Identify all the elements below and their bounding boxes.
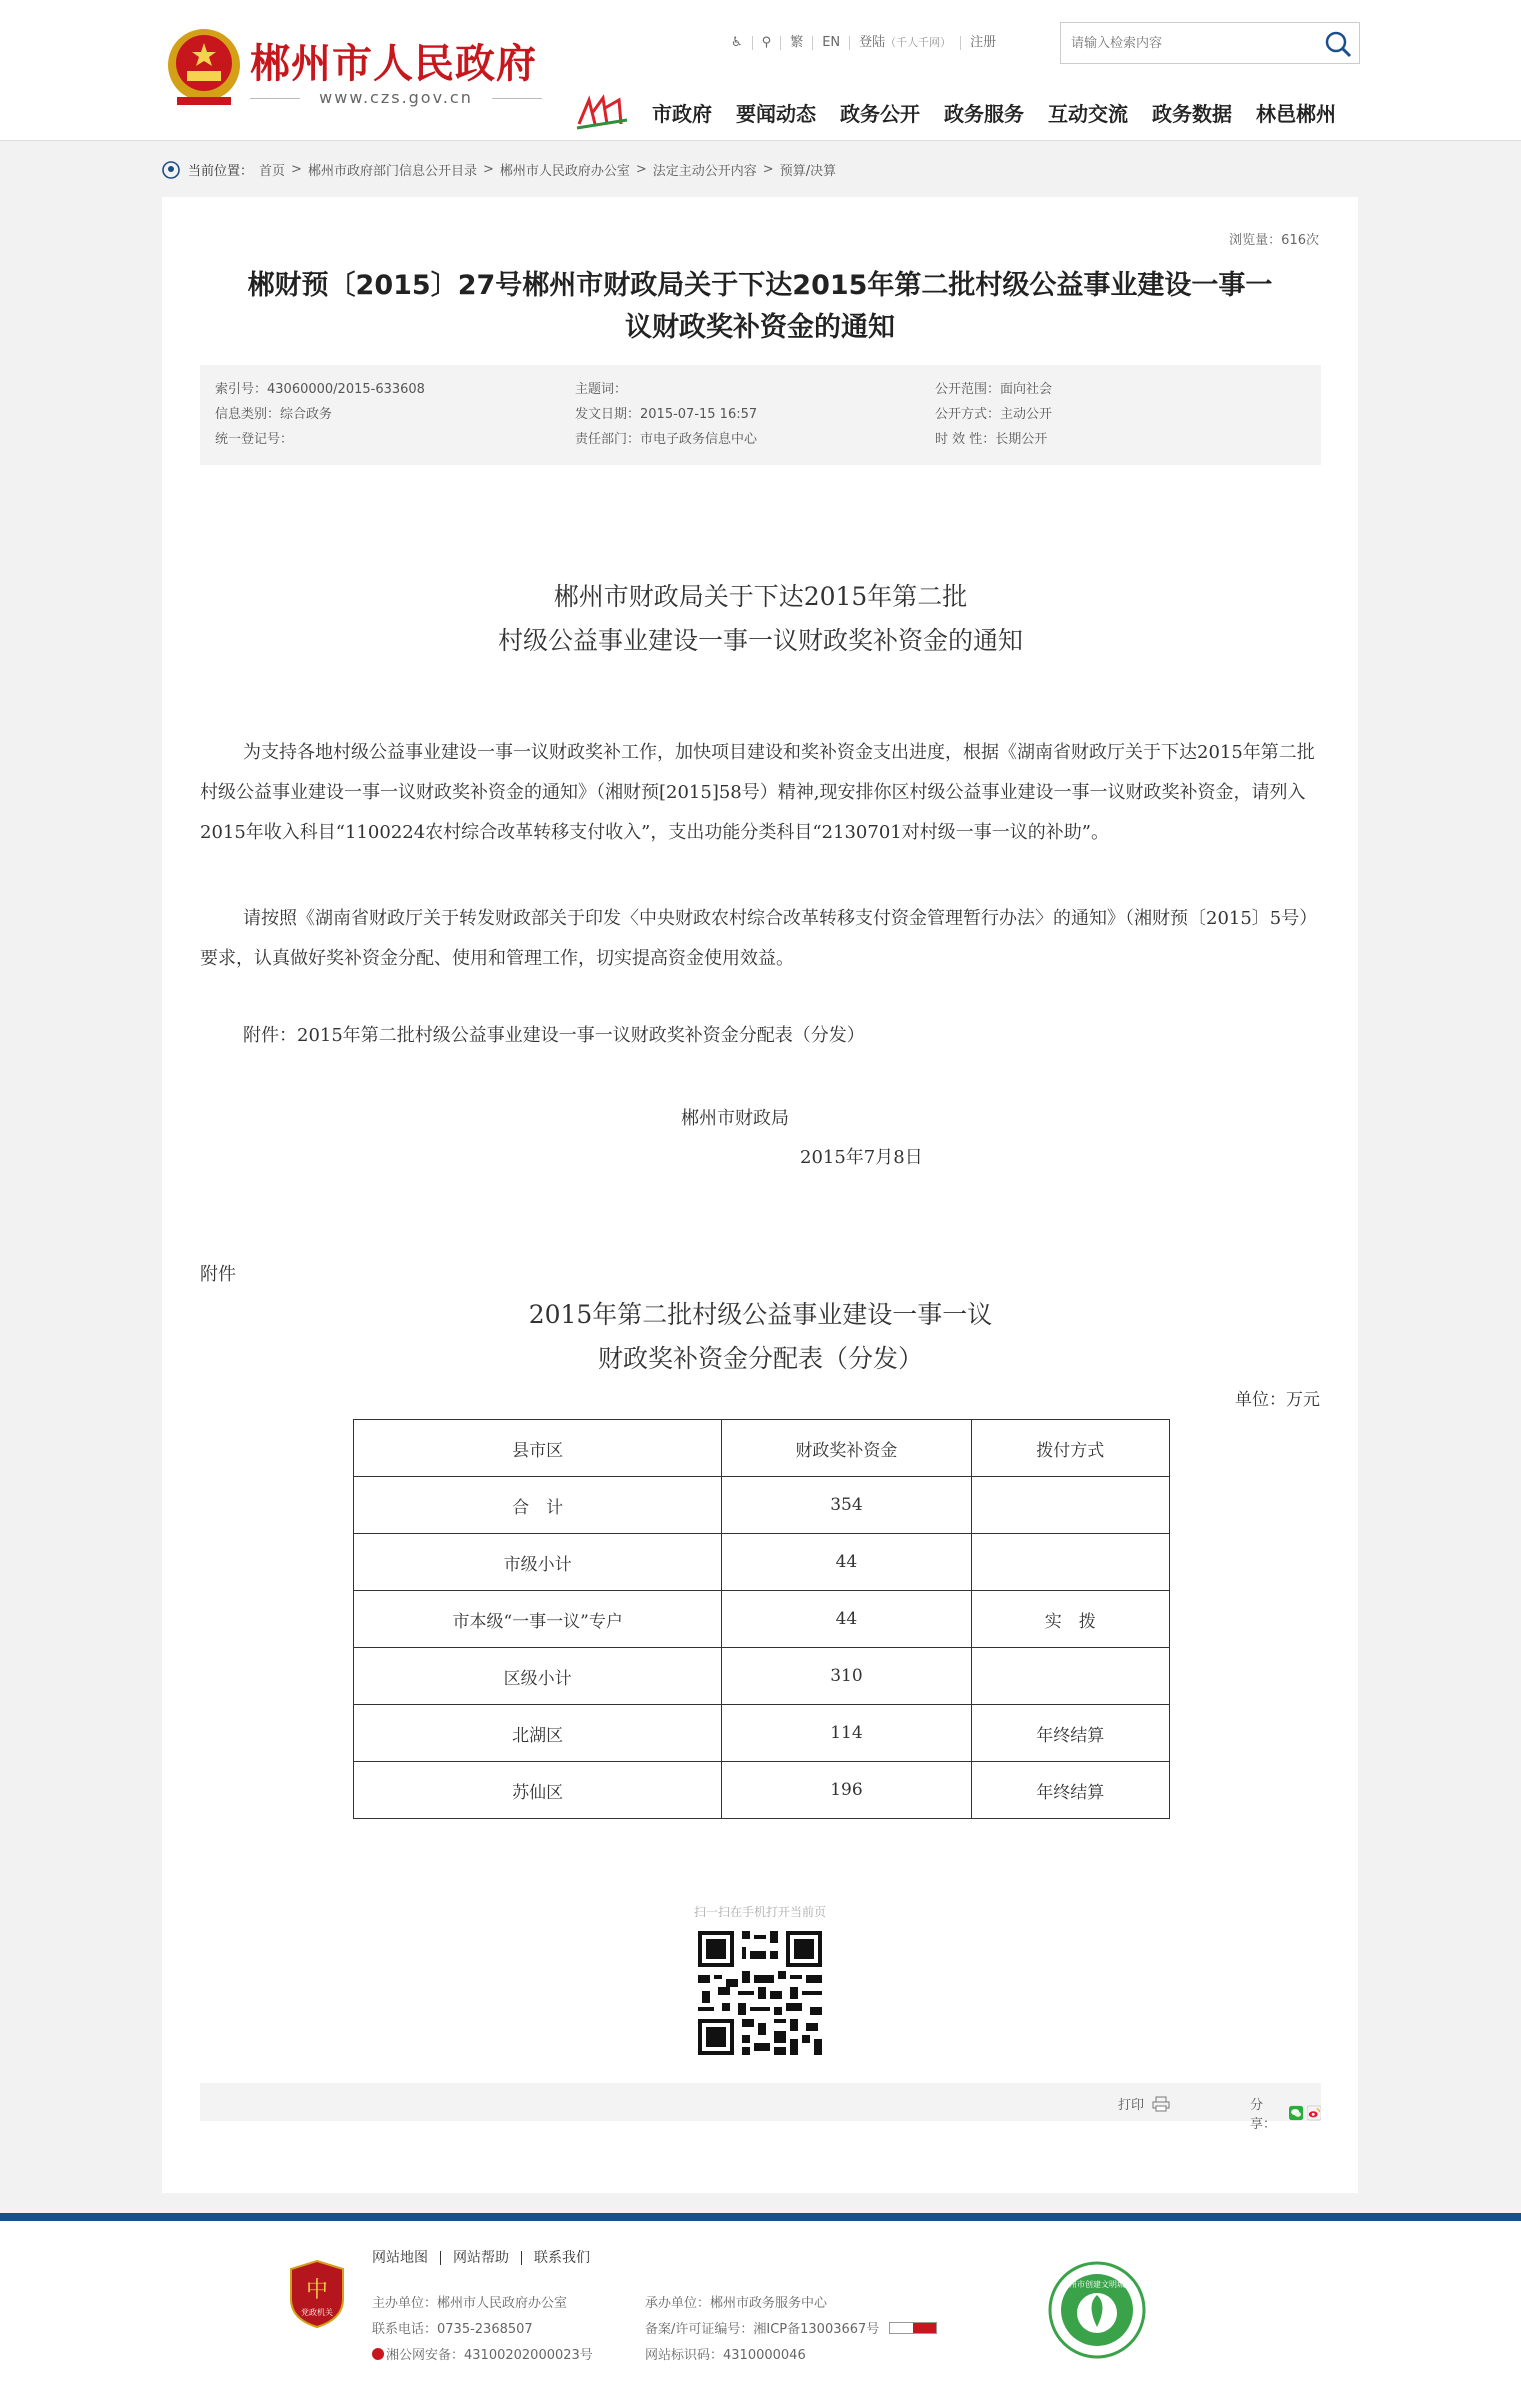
meta-reg-no: 统一登记号： [215,432,294,447]
sign-date: 2015年7月8日 [800,1147,923,1168]
english-link[interactable]: EN [813,36,850,50]
linyi-logo-icon [575,94,630,130]
register-link[interactable]: 注册 [970,35,997,50]
table-cell: 310 [722,1648,971,1705]
footer-site-id: 网站标识码：4310000046 [645,2348,806,2363]
breadcrumb-item-office[interactable]: 郴州市人民政府办公室 [499,164,630,179]
breadcrumb-item-catalog[interactable]: 郴州市政府部门信息公开目录 [307,164,477,179]
meta-subject: 主题词： [575,382,628,397]
table-cell: 实 拨 [971,1591,1169,1648]
document-metadata [200,365,1321,465]
nav-item-linyi-chenzhou[interactable]: 林邑郴州 [1256,101,1336,126]
footer-undertake: 承办单位：郴州市政务服务中心 [645,2296,828,2311]
breadcrumb-separator: > [635,162,647,177]
table-cell: 354 [722,1477,971,1534]
notice-title-line: 郴州市财政局关于下达2015年第二批 [553,582,968,611]
qr-code-icon [694,1927,826,2059]
footer-link-sitemap[interactable]: 网站地图 [372,2251,441,2265]
header-toolbar [722,33,1005,53]
share-label: 分享： [1250,2098,1277,2132]
accessibility-icon[interactable]: ⚲ [753,36,782,50]
search-icon[interactable] [1323,29,1353,59]
svg-text:中: 中 [305,2278,329,2303]
breadcrumb-item-budget[interactable]: 预算/决算 [779,164,837,179]
meta-index-no: 索引号：43060000/2015-633608 [215,382,425,397]
civilized-city-badge-icon[interactable] [1048,2261,1146,2359]
meta-scope: 公开范围：面向社会 [935,382,1053,397]
footer-link-contact[interactable]: 联系我们 [534,2250,590,2266]
print-button[interactable] [1118,2094,1170,2113]
footer-info-left [372,2291,593,2369]
table-header-cell: 县市区 [354,1420,722,1477]
civilized-city-badge-text: 郴州市创建文明城市 [1061,2280,1133,2289]
table-row [354,1648,1170,1705]
police-badge-icon [372,2348,384,2360]
attachment-label: 附件 [200,1264,236,1285]
article-title [198,265,1322,349]
body-paragraph: 请按照《湖南省财政厅关于转发财政部关于印发〈中央财政农村综合改革转移支付资金管理暂行办法〉的通知》（湘财预〔2015〕5号）要求，认真做好奖补资金分配、使用和管理工作，切实提高资金使用效益。 [200,908,1318,969]
meta-dept: 责任部门：市电子政务信息中心 [575,432,758,447]
footer-links [372,2251,602,2265]
main-nav [575,94,1348,130]
table-title-line: 财政奖补资金分配表（分发） [597,1344,923,1373]
icp-badge-icon [889,2322,937,2334]
location-pin-icon [162,161,180,179]
print-label: 打印 [1118,2098,1145,2113]
table-cell: 苏仙区 [354,1762,722,1819]
table-cell: 196 [722,1762,971,1819]
nav-item-city-gov[interactable]: 市政府 [652,101,712,126]
article-title-line: 郴财预〔2015〕27号郴州市财政局关于下达2015年第二批村级公益事业建设一事一 [247,270,1273,301]
footer-icp[interactable]: 备案/许可证编号：湘ICP备13003667号 [645,2317,937,2343]
nav-item-news[interactable]: 要闻动态 [736,101,816,126]
breadcrumb-separator: > [762,162,774,177]
footer-link-help[interactable]: 网站帮助 [441,2251,522,2265]
table-cell [971,1534,1169,1591]
breadcrumb-separator: > [482,162,494,177]
meta-issue-date: 发文日期：2015-07-15 16:57 [575,407,758,422]
table-cell: 44 [722,1591,971,1648]
table-row [354,1705,1170,1762]
footer-police-record[interactable]: 湘公网安备：43100202000023号 [372,2343,593,2369]
traditional-chinese-link[interactable]: 繁 [781,36,813,50]
meta-category: 信息类别：综合政务 [215,407,333,422]
table-cell: 区级小计 [354,1648,722,1705]
table-cell: 合 计 [354,1477,722,1534]
qr-caption: 扫一扫在手机打开当前页 [693,1905,826,1919]
nav-item-interaction[interactable]: 互动交流 [1048,101,1128,126]
table-cell: 年终结算 [971,1705,1169,1762]
table-cell: 114 [722,1705,971,1762]
national-emblem-logo[interactable] [163,25,245,111]
table-cell: 市级小计 [354,1534,722,1591]
view-count: 浏览量：616次 [1229,233,1319,248]
party-gov-badge-icon[interactable] [288,2259,346,2329]
footer-phone: 联系电话：0735-2368507 [372,2322,533,2337]
breadcrumb [162,160,836,179]
table-header-cell: 拨付方式 [971,1420,1169,1477]
table-cell [971,1477,1169,1534]
nav-item-gov-open[interactable]: 政务公开 [840,101,920,126]
breadcrumb-item-statutory[interactable]: 法定主动公开内容 [652,164,757,179]
meta-validity: 时 效 性：长期公开 [935,432,1048,447]
signer: 郴州市财政局 [681,1108,789,1129]
table-cell: 北湖区 [354,1705,722,1762]
table-cell [971,1648,1169,1705]
allocation-table [353,1419,1170,1819]
share-bar [200,2083,1321,2132]
login-link[interactable]: 登陆（千人千网） [850,36,961,50]
table-row [354,1477,1170,1534]
table-title-line: 2015年第二批村级公益事业建设一事一议 [528,1300,993,1329]
notice-title [200,575,1321,663]
table-row [354,1534,1170,1591]
site-name[interactable]: 郴州市人民政府 [250,40,537,87]
table-header-row [354,1420,1170,1477]
table-unit: 单位：万元 [1235,1390,1320,1410]
notice-title-line: 村级公益事业建设一事一议财政奖补资金的通知 [497,626,1023,655]
nav-item-gov-service[interactable]: 政务服务 [944,101,1024,126]
party-gov-badge-text: 党政机关 [301,2308,333,2317]
article-title-line: 议财政奖补资金的通知 [625,312,895,343]
search-box [1060,22,1360,64]
table-cell: 44 [722,1534,971,1591]
table-title [200,1293,1321,1381]
printer-icon [1152,2096,1170,2112]
breadcrumb-label: 当前位置： [188,164,254,179]
site-footer [0,2213,1521,2395]
footer-info-right [645,2291,937,2369]
breadcrumb-separator: > [291,162,302,177]
share-group [1250,2094,1321,2132]
search-input[interactable] [1061,23,1301,63]
table-header-cell: 财政奖补资金 [722,1420,971,1477]
body-paragraph: 为支持各地村级公益事业建设一事一议财政奖补工作，加快项目建设和奖补资金支出进度，根据《湖南省财政厅关于下达2015年第二批村级公益事业建设一事一议财政奖补资金的通知》（湘财预[2015]58号）精神,现安排你区村级公益事业建设一事一议财政奖补资金，请列入2015年收入科目“1100224农村综合改革转移支付收入”，支出功能分类科目“2130701对村级一事一议的补助”。 [200,742,1315,843]
footer-host: 主办单位：郴州市人民政府办公室 [372,2296,568,2311]
nav-item-gov-data[interactable]: 政务数据 [1152,101,1232,126]
article-container [162,197,1358,2193]
weibo-share-icon[interactable] [1307,2105,1321,2121]
site-header [0,0,1521,141]
elder-mode-icon[interactable]: ♿︎ [722,36,753,50]
meta-method: 公开方式：主动公开 [935,407,1053,422]
site-url: www.czs.gov.cn [250,88,542,107]
breadcrumb-item-home[interactable]: 首页 [259,164,286,179]
table-cell: 年终结算 [971,1762,1169,1819]
table-row [354,1591,1170,1648]
table-cell: 市本级“一事一议”专户 [354,1591,722,1648]
wechat-share-icon[interactable] [1289,2105,1303,2121]
attachment-note: 附件：2015年第二批村级公益事业建设一事一议财政奖补资金分配表（分发） [243,1025,865,1046]
table-row [354,1762,1170,1819]
